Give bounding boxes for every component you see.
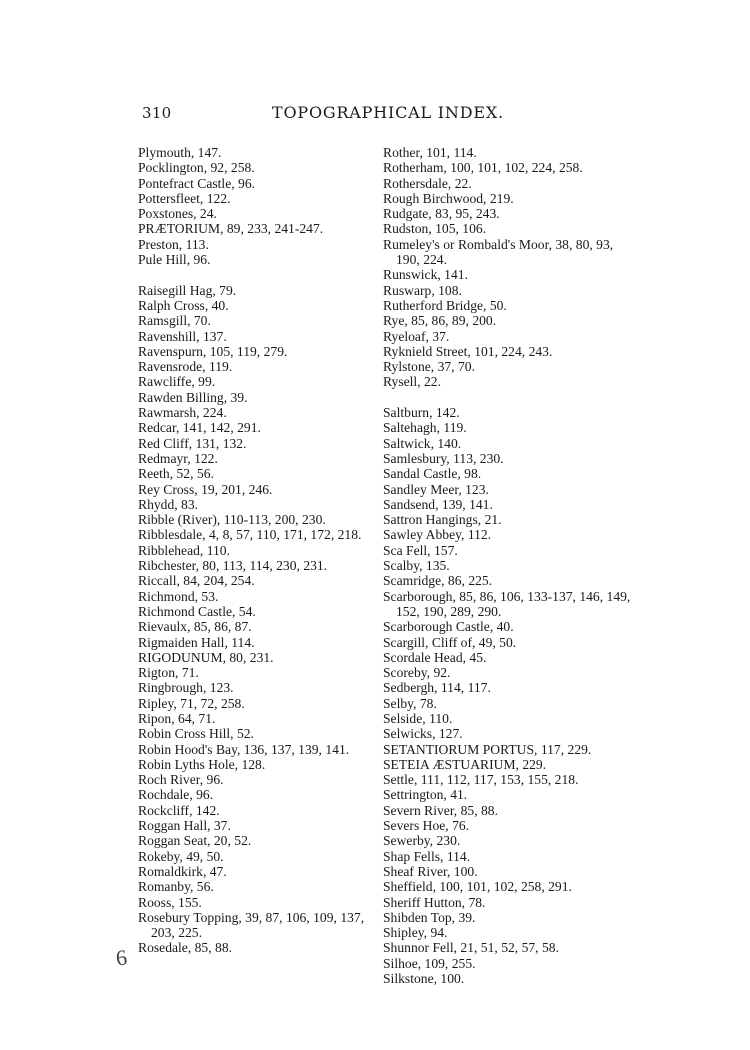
index-entry: Plymouth, 147. xyxy=(138,145,222,160)
index-entry: Rotherham, 100, 101, 102, 224, 258. xyxy=(383,160,583,176)
index-entry: Selby, 78. xyxy=(383,695,437,711)
index-entry: Sandley Meer, 123. xyxy=(383,481,489,497)
index-entry: Roch River, 96. xyxy=(138,772,224,788)
index-entry: Pottersfleet, 122. xyxy=(138,190,231,206)
index-entry: Rye, 85, 86, 89, 200. xyxy=(383,313,497,329)
index-entry: PRÆTORIUM, 89, 233, 241-247. xyxy=(138,221,324,237)
index-entry: Ribblesdale, 4, 8, 57, 110, 171, 172, 218. xyxy=(138,527,362,543)
page-number: 310 xyxy=(142,104,172,122)
index-entry: Scargill, Cliff of, 49, 50. xyxy=(383,634,517,650)
index-entry: Selside, 110. xyxy=(383,710,453,726)
index-entry: Scamridge, 86, 225. xyxy=(383,573,493,589)
index-entry: Rawden Billing, 39. xyxy=(138,389,248,405)
index-entry: Scarborough, 85, 86, 106, 133-137, 146, 149, 152, 190, 289, 290. xyxy=(383,588,631,619)
index-entry: Rey Cross, 19, 201, 246. xyxy=(138,481,273,497)
index-entry: Sheriff Hutton, 78. xyxy=(383,894,486,910)
index-entry: Settrington, 41. xyxy=(383,787,468,803)
index-entry: Rievaulx, 85, 86, 87. xyxy=(138,619,252,635)
index-entry: Sedbergh, 114, 117. xyxy=(383,680,491,696)
index-entry: Rother, 101, 114. xyxy=(383,145,477,160)
index-entry: Pocklington, 92, 258. xyxy=(138,160,255,176)
index-entry: Ravenshill, 137. xyxy=(138,328,227,344)
index-entry: Saltburn, 142. xyxy=(383,405,460,421)
index-entry: Sheaf River, 100. xyxy=(383,863,478,879)
index-entry: Scalby, 135. xyxy=(383,558,450,574)
handwritten-margin-mark: 6 xyxy=(114,944,129,971)
index-entry: Ryknield Street, 101, 224, 243. xyxy=(383,343,553,359)
index-entry: Robin Hood's Bay, 136, 137, 139, 141. xyxy=(138,741,350,757)
index-entry: Ryeloaf, 37. xyxy=(383,328,450,344)
index-entry: Runswick, 141. xyxy=(383,267,468,283)
index-entry: Ribble (River), 110-113, 200, 230. xyxy=(138,512,326,528)
index-entry: Saltwick, 140. xyxy=(383,435,462,451)
index-entry: Sandsend, 139, 141. xyxy=(383,496,493,512)
index-entry: Richmond, 53. xyxy=(138,588,219,604)
index-entry: Shunnor Fell, 21, 51, 52, 57, 58. xyxy=(383,940,559,956)
index-entry: Ramsgill, 70. xyxy=(138,313,211,329)
index-entry: SETANTIORUM PORTUS, 117, 229. xyxy=(383,741,592,757)
index-entry: Sheffield, 100, 101, 102, 258, 291. xyxy=(383,879,572,895)
index-entry: Shibden Top, 39. xyxy=(383,909,476,925)
index-entry: Saltehagh, 119. xyxy=(383,420,467,436)
index-entry: Robin Cross Hill, 52. xyxy=(138,726,254,742)
page-title: TOPOGRAPHICAL INDEX. xyxy=(272,103,504,122)
index-entry: Rigmaiden Hall, 114. xyxy=(138,634,255,650)
index-entry: Ribblehead, 110. xyxy=(138,542,230,558)
index-entry: Rysell, 22. xyxy=(383,374,441,390)
index-entry: Severs Hoe, 76. xyxy=(383,818,470,834)
index-entry: Rochdale, 96. xyxy=(138,787,214,803)
index-entry: Ringbrough, 123. xyxy=(138,680,234,696)
index-entry: Sattron Hangings, 21. xyxy=(383,512,502,528)
index-entry: Robin Lyths Hole, 128. xyxy=(138,756,266,772)
index-entry: Rosebury Topping, 39, 87, 106, 109, 137, 203, 225. xyxy=(138,909,365,941)
index-entry: Rawmarsh, 224. xyxy=(138,405,227,421)
index-entry: Rawcliffe, 99. xyxy=(138,374,216,390)
index-entry: Rylstone, 37, 70. xyxy=(383,359,475,375)
index-entry: Rumeley's or Rombald's Moor, 38, 80, 93, 190, 224. xyxy=(383,236,614,268)
index-entry: Reeth, 52, 56. xyxy=(138,466,214,482)
index-entry: Samlesbury, 113, 230. xyxy=(383,450,504,466)
index-entry: Ravensrode, 119. xyxy=(138,359,233,375)
index-entry: Rooss, 155. xyxy=(138,894,202,910)
index-entry: Rudston, 105, 106. xyxy=(383,221,487,237)
index-entry: Rough Birchwood, 219. xyxy=(383,190,514,206)
index-entry: Ripon, 64, 71. xyxy=(138,710,216,726)
index-entry: Romaldkirk, 47. xyxy=(138,863,227,879)
index-entry: Roggan Hall, 37. xyxy=(138,818,231,834)
index-entry: Ruswarp, 108. xyxy=(383,282,462,298)
index-entry: Sca Fell, 157. xyxy=(383,542,458,558)
index-entry: RIGODUNUM, 80, 231. xyxy=(138,649,274,665)
index-entry: Ralph Cross, 40. xyxy=(138,297,229,313)
index-entry: Rutherford Bridge, 50. xyxy=(383,297,507,313)
index-entry: Ripley, 71, 72, 258. xyxy=(138,695,245,711)
index-entry: Richmond Castle, 54. xyxy=(138,603,256,619)
index-entry: Pontefract Castle, 96. xyxy=(138,175,256,191)
index-entry: Selwicks, 127. xyxy=(383,726,463,742)
index-entry: Scoreby, 92. xyxy=(383,665,451,681)
index-entry: Scarborough Castle, 40. xyxy=(383,619,514,635)
index-entry: Sandal Castle, 98. xyxy=(383,466,482,482)
index-entry: Romanby, 56. xyxy=(138,879,214,895)
index-entry: Redmayr, 122. xyxy=(138,450,218,466)
index-entry: Silkstone, 100. xyxy=(383,971,465,987)
index-entry: Shipley, 94. xyxy=(383,925,448,941)
index-entry: Sewerby, 230. xyxy=(383,833,461,849)
index-entry: Severn River, 85, 88. xyxy=(383,802,498,818)
index-entry: Rothersdale, 22. xyxy=(383,175,472,191)
index-entry: Sawley Abbey, 112. xyxy=(383,527,492,543)
index-entry: Redcar, 141, 142, 291. xyxy=(138,420,261,436)
index-entry: Poxstones, 24. xyxy=(138,206,217,222)
index-column-right xyxy=(383,145,633,986)
index-entry: Scordale Head, 45. xyxy=(383,649,487,665)
index-entry: Rigton, 71. xyxy=(138,665,199,681)
index-entry: Rockcliff, 142. xyxy=(138,802,220,818)
index-entry: Silhoe, 109, 255. xyxy=(383,955,476,971)
index-section-gap xyxy=(138,267,378,282)
index-entry: Rudgate, 83, 95, 243. xyxy=(383,206,500,222)
index-column-left xyxy=(138,145,378,956)
index-entry: Ravenspurn, 105, 119, 279. xyxy=(138,343,288,359)
index-entry: Rokeby, 49, 50. xyxy=(138,848,224,864)
index-entry: Settle, 111, 112, 117, 153, 155, 218. xyxy=(383,772,579,788)
index-entry: Pule Hill, 96. xyxy=(138,252,211,268)
index-entry: Preston, 113. xyxy=(138,236,209,252)
index-section-gap xyxy=(383,390,633,405)
index-entry: Riccall, 84, 204, 254. xyxy=(138,573,255,589)
index-entry: Shap Fells, 114. xyxy=(383,848,471,864)
index-entry: Ribchester, 80, 113, 114, 230, 231. xyxy=(138,558,328,574)
index-entry: Roggan Seat, 20, 52. xyxy=(138,833,252,849)
index-entry: Rosedale, 85, 88. xyxy=(138,940,233,956)
index-entry: Red Cliff, 131, 132. xyxy=(138,435,247,451)
index-entry: SETEIA ÆSTUARIUM, 229. xyxy=(383,756,547,772)
index-entry: Rhydd, 83. xyxy=(138,496,199,512)
index-entry: Raisegill Hag, 79. xyxy=(138,282,237,298)
